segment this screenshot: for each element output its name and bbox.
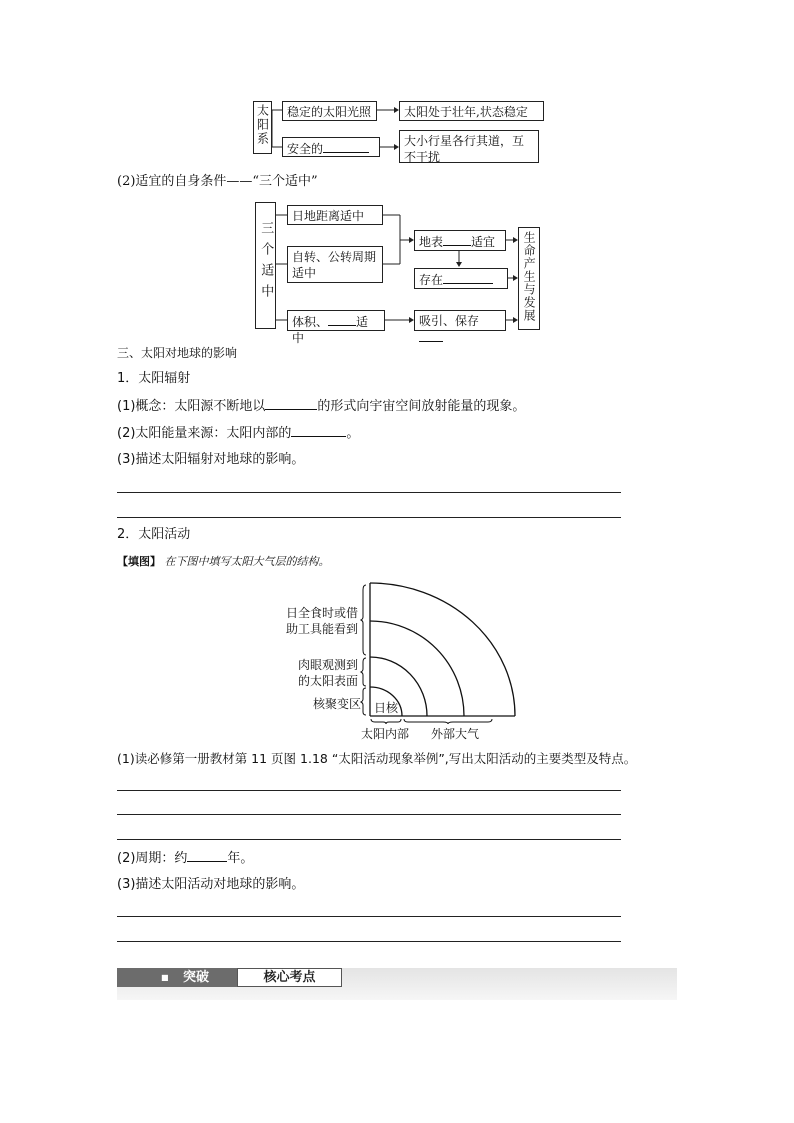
radiation-effect-question: (3)描述太阳辐射对地球的影响。 [117, 452, 305, 467]
outer-atmosphere-label: 外部大气 [431, 727, 480, 741]
rotation-revolution-box: 自转、公转周期适中 [287, 246, 383, 283]
solar-system-label: 太阳系 [253, 101, 272, 154]
activity-effect-question: (3)描述太阳活动对地球的影响。 [117, 877, 305, 892]
safe-environment-box: 安全的 [282, 137, 380, 157]
volume-box: 体积、 适中 [287, 310, 385, 331]
planets-orbit-box: 大小行星各行其道，互不干扰 [399, 130, 539, 163]
photosphere-label-line2: 的太阳表面 [298, 674, 359, 688]
fusion-zone-label: 核聚变区 [313, 697, 362, 711]
radiation-concept: (1)概念：太阳源不断地以 的形式向宇宙空间放射能量的现象。 [117, 399, 526, 414]
section3-heading: 三、太阳对地球的影响 [117, 346, 238, 360]
core-label: 日核 [374, 701, 399, 715]
outer-atmosphere-arc [370, 583, 515, 716]
banner-light-tab: 核心考点 [237, 968, 342, 987]
banner-dark-tab: ■ 突破 [117, 968, 237, 987]
activity-cycle-question: (2)周期：约 年。 [117, 851, 254, 866]
sun-prime-box: 太阳处于壮年,状态稳定 [399, 101, 544, 121]
solar-radiation-heading: 1．太阳辐射 [117, 371, 191, 386]
fill-instruction: 【填图】 在下图中填写太阳大气层的结构。 [117, 555, 330, 568]
answer-line[interactable] [117, 916, 621, 917]
sun-earth-distance-box: 日地距离适中 [287, 205, 383, 225]
three-moderate-label: 三个适中 [255, 202, 276, 329]
life-development-label: 生命产生与发展 [518, 227, 540, 330]
corona-label-line1: 日全食时或借 [286, 606, 359, 620]
answer-line[interactable] [117, 941, 621, 942]
answer-line[interactable] [117, 814, 621, 815]
section2-heading: (2)适宜的自身条件——“三个适中” [117, 174, 318, 189]
solar-activity-heading: 2．太阳活动 [117, 527, 191, 542]
water-exists-box: 存在 [414, 268, 508, 289]
photosphere-label-line1: 肉眼观测到 [298, 658, 359, 672]
answer-line[interactable] [117, 839, 621, 840]
stable-sunlight-box: 稳定的太阳光照 [282, 101, 377, 121]
corona-label-line2: 助工具能看到 [286, 622, 359, 636]
blank-field[interactable] [187, 849, 227, 862]
section-banner [117, 968, 677, 1000]
answer-line[interactable] [117, 790, 621, 791]
activity-types-question: (1)读必修第一册教材第 11 页图 1.18 “太阳活动现象举例”,写出太阳活动的主要类型及特点。 [117, 751, 637, 766]
radiation-source: (2)太阳能量来源：太阳内部的 。 [117, 426, 360, 441]
interior-label: 太阳内部 [361, 727, 410, 741]
surface-temperature-box: 地表 适宜 [414, 230, 506, 251]
atmosphere-box: 吸引、保存 [414, 310, 506, 331]
